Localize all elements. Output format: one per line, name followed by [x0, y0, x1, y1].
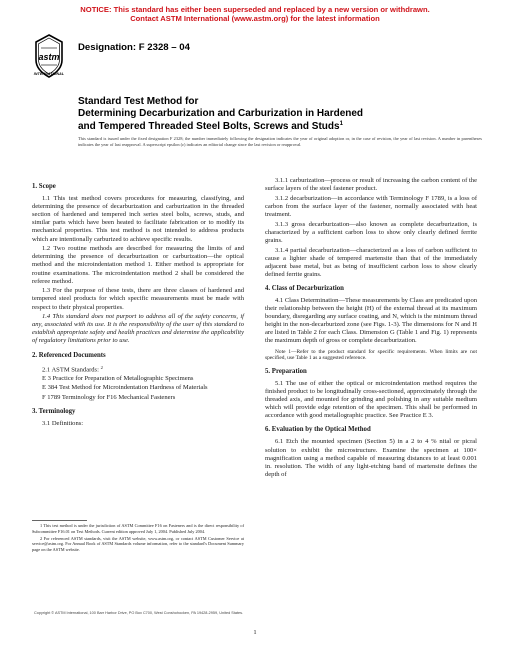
term-intro: 3.1 Definitions:: [42, 419, 84, 427]
section-heading-scope: 1. Scope: [32, 183, 56, 190]
title-line-1: Standard Test Method for: [78, 96, 199, 107]
para-3-1-4: 3.1.4 partial decarburization—characterized as a loss of carbon sufficient to cause a lighter shade of tempered martensite than that of the immediately adjacent base metal, but as being of insufficient carbon loss to show clearly defined ferrite grains.: [265, 246, 477, 278]
ref-e384: E 384 Test Method for Microindentation Hardness of Materials: [42, 384, 208, 392]
left-column: [32, 177, 244, 429]
note-1: Note 1—Refer to the product standard for specific requirements. When limits are not specified, use Table 1 as a suggested reference.: [265, 348, 477, 362]
right-column: [265, 177, 477, 480]
designation: Designation: F 2328 – 04: [78, 42, 190, 53]
section-heading-terminology: 3. Terminology: [32, 407, 76, 415]
ref-f1789: F 1789 Terminology for F16 Mechanical Fasteners: [42, 393, 176, 401]
para-3-1-2: 3.1.2 decarburization—in accordance with Terminology F 1789, is a loss of carbon from the surface layer of the fastener, normally associated with heat treatment.: [265, 194, 477, 218]
para-1-3: 1.3 For the purpose of these tests, there are three classes of hardened and tempered steel products for which specific measurements must be made with respect to their physical properties.: [32, 287, 244, 311]
footnote-2: 2 For referenced ASTM standards, visit the ASTM website, www.astm.org, or contact ASTM Customer Service at service@astm.org. For Annual Book of ASTM Standards volume information, refer to the standard's Document Summary page on the ASTM website.: [32, 535, 244, 552]
logo-caption: INTERNATIONAL: [33, 72, 65, 76]
issued-statement: This standard is issued under the fixed designation F 2328; the number immediately following the designation indicates the year of original adoption or, in the case of revision, the year of last revision. A number in parentheses indicates the year of last reapproval. A superscript epsilon (ε) indicates an editorial change since the last revision or reapproval.: [78, 136, 482, 147]
ref-intro-mark: 2: [100, 364, 103, 370]
page-number: 1: [253, 629, 257, 636]
section-heading-class: 4. Class of Decarburization: [265, 284, 344, 292]
svg-text:astm: astm: [38, 52, 60, 62]
notice-line-1: NOTICE: This standard has either been superseded and replaced by a new version or withdrawn.: [80, 5, 430, 14]
copyright-line: Copyright © ASTM International, 100 Barr Harbor Drive, PO Box C700, West Conshohocken, PA 19428-2959, United States.: [34, 611, 244, 615]
para-1-1: 1.1 This test method covers procedures for measuring, classifying, and determining the presence of decarburization and carburization in the threaded section of hardened and tempered inch series steel bolts, screws, studs, and similar parts which have been heated to facilitate fabrication or to modify its mechanical properties. This test method is not intended to address products which are intentionally carburized to achieve specific results.: [32, 195, 244, 243]
footnotes: [32, 523, 244, 554]
document-title: [78, 96, 478, 133]
ref-intro-text: 2.1 ASTM Standards:: [42, 366, 99, 374]
para-1-4: [32, 313, 244, 345]
title-line-3: [78, 119, 478, 133]
footnote-rule: [32, 520, 87, 521]
para-6-1: 6.1 Etch the mounted specimen (Section 5) in a 2 to 4 % nital or picral solution to exhibit the microstructure. Examine the specimen at 100× magnification using a method capable of measuring distances to at least 0.001 in. resolution. The width of any light-etching band of martensite defines the depth of: [265, 438, 477, 478]
ref-intro: [32, 364, 244, 375]
para-3-1-1: 3.1.1 carburization—process or result of increasing the carbon content of the surface layers of the steel fastener product.: [265, 177, 477, 193]
para-4-1: 4.1 Class Determination—These measurements by Class are predicated upon their relationship between the height (H) of the external thread at its maximum boundary, disregarding any surface coating, and N, which is the minimum thread height in the non-decarburized zone (see Figs. 1-3). The dimensions for N and H are listed in Table 2 for each Class. Dimension G (Table 1 and Fig. 1) represents the maximum depth of gross or complete decarburization.: [265, 297, 477, 345]
para-1-4-text: 1.4 This standard does not purport to address all of the safety concerns, if any, associated with its use. It is the responsibility of the user of this standard to establish appropriate safety and health practices and determine the applicability of regulatory limitations prior to use.: [32, 313, 244, 345]
notice-line-2: Contact ASTM International (www.astm.org) for the latest information: [130, 14, 380, 24]
para-3-1-3: 3.1.3 gross decarburization—also known as complete decarburization, is characterized by a sufficient carbon loss to show only clearly defined ferrite grains.: [265, 220, 477, 244]
section-heading-evaluation: 6. Evaluation by the Optical Method: [265, 426, 371, 434]
ref-e3: E 3 Practice for Preparation of Metallographic Specimens: [42, 375, 194, 383]
para-1-2: 1.2 Two routine methods are described for measuring the limits of and determining the presence of decarburization or carburization—the optical method and the microindentation method 1. Either method is appropriate for routine examinations. The microindentation method 2 shall be considered the referee method.: [32, 245, 244, 285]
supersede-notice: [0, 5, 510, 23]
title-line-2: Determining Decarburization and Carburization in Hardened: [78, 107, 364, 119]
title-line-3-text: and Tempered Threaded Steel Bolts, Screws and Studs: [78, 121, 340, 132]
footnote-1: 1 This test method is under the jurisdiction of ASTM Committee F16 on Fasteners and is the direct responsibility of Subcommittee F16.01 on Test Methods. Current edition approved July 1, 2004. Published July 2004.: [32, 523, 244, 534]
para-5-1: 5.1 The use of either the optical or microindentation method requires the finished product to be longitudinally cross-sectioned, approximately through the threaded axis, and mounted for grinding and polishing in any suitable medium which will provide edge retention of the specimen. This shall be performed in accordance with good metallographic practice. See Practice E 3.: [265, 379, 477, 420]
title-footnote-mark: 1: [339, 121, 343, 127]
section-heading-preparation: 5. Preparation: [265, 367, 307, 375]
section-heading-referenced: 2. Referenced Documents: [32, 351, 106, 359]
